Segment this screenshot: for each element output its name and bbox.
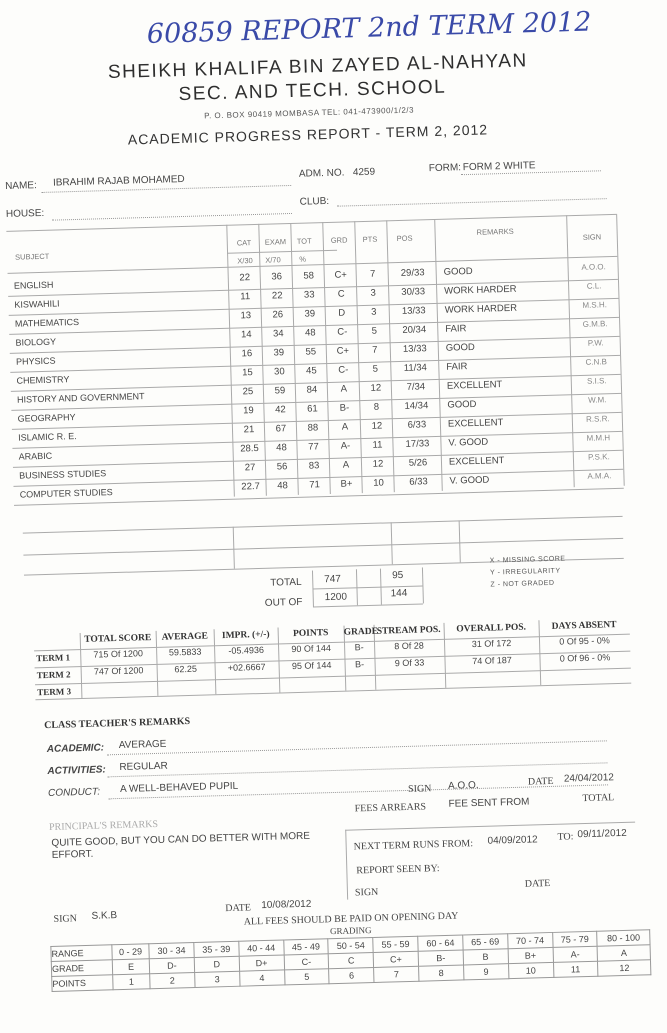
grading-grades-cell: B- bbox=[418, 950, 463, 966]
subject-cat: 21 bbox=[243, 424, 255, 436]
principal-remarks-title: PRINCIPAL'S REMARKS bbox=[48, 818, 159, 833]
subject-grade: C+ bbox=[336, 345, 350, 357]
subject-exam: 48 bbox=[277, 480, 289, 492]
subject-grade: C+ bbox=[334, 269, 348, 281]
grading-grades-cell: A- bbox=[553, 946, 598, 962]
subject-remark: GOOD bbox=[447, 398, 477, 411]
grading-points-cell: 1 bbox=[113, 974, 150, 990]
subject-name: MATHEMATICS bbox=[14, 316, 80, 329]
summary-header-6: OVERALL POS. bbox=[456, 622, 527, 635]
header-grade: GRD bbox=[330, 235, 348, 245]
house-label: HOUSE: bbox=[5, 207, 45, 220]
summary-header-0: TOTAL SCORE bbox=[84, 633, 152, 645]
subject-exam: 42 bbox=[275, 404, 286, 416]
subject-pos: 13/33 bbox=[402, 343, 427, 355]
summary-total: 747 Of 1200 bbox=[93, 665, 144, 677]
subject-sign: P.S.K. bbox=[587, 452, 610, 462]
grading-ranges-cell: 35 - 39 bbox=[194, 941, 239, 957]
handwritten-title: 60859 REPORT 2nd TERM 2012 bbox=[146, 6, 592, 50]
subject-exam: 34 bbox=[272, 328, 284, 340]
grading-points-cell: 10 bbox=[508, 962, 553, 978]
subject-pos: 29/33 bbox=[400, 267, 425, 279]
subject-sign: A.M.A. bbox=[587, 471, 612, 481]
next-term-to: 09/11/2012 bbox=[577, 827, 627, 841]
header-exam: EXAM bbox=[264, 237, 287, 247]
subject-pos: 14/34 bbox=[404, 400, 429, 412]
subject-cat: 28.5 bbox=[240, 442, 259, 455]
summary-absent: 0 Of 95 - 0% bbox=[559, 635, 610, 647]
subject-sign: C.L. bbox=[586, 281, 602, 291]
summary-header-4: GRADE bbox=[343, 626, 379, 638]
subject-grade: B- bbox=[339, 402, 350, 414]
subject-remark: GOOD bbox=[445, 341, 475, 354]
grading-points-cell: 7 bbox=[374, 966, 419, 982]
subject-exam: 26 bbox=[272, 309, 284, 321]
subject-remark: V. GOOD bbox=[448, 436, 489, 449]
subject-pts: 12 bbox=[370, 382, 382, 394]
subject-cat: 22.7 bbox=[241, 480, 260, 493]
subject-name: BUSINESS STUDIES bbox=[19, 468, 107, 481]
student-name: IBRAHIM RAJAB MOHAMED bbox=[52, 173, 185, 189]
subject-tot: 83 bbox=[308, 460, 320, 472]
grading-points-cell: 11 bbox=[553, 961, 598, 977]
subject-pos: 11/34 bbox=[403, 362, 428, 374]
subject-sign: A.O.O. bbox=[581, 262, 606, 272]
summary-table bbox=[33, 604, 631, 701]
subject-sign: G.M.B. bbox=[582, 319, 608, 329]
sign-label: SIGN bbox=[407, 783, 432, 795]
subject-pos: 13/33 bbox=[401, 305, 426, 317]
summary-term-label: TERM 1 bbox=[36, 652, 71, 664]
sign3-value: S.K.B bbox=[91, 910, 118, 922]
activities-label: ACTIVITIES: bbox=[47, 764, 106, 777]
subject-pos: 5/26 bbox=[408, 457, 428, 469]
subject-sign: P.W. bbox=[587, 338, 604, 348]
subject-cat: 27 bbox=[244, 462, 256, 474]
summary-overall: 31 Of 172 bbox=[471, 637, 512, 650]
subject-cat: 15 bbox=[241, 367, 253, 379]
grading-ranges-cell: 60 - 64 bbox=[418, 935, 463, 951]
grading-grades-cell: C+ bbox=[373, 951, 418, 967]
grading-ranges-cell: 45 - 49 bbox=[283, 939, 328, 955]
grading-points-cell: 2 bbox=[150, 972, 195, 988]
subject-cat: 16 bbox=[241, 348, 253, 360]
subject-remark: EXCELLENT bbox=[447, 417, 504, 430]
grading-grades-cell: B+ bbox=[508, 947, 553, 963]
header-tot: TOT bbox=[296, 236, 312, 246]
subject-cat: 25 bbox=[242, 386, 254, 398]
grade-label: GRADE bbox=[51, 960, 112, 977]
points-label: POINTS bbox=[52, 975, 113, 992]
grading-grades-cell: D+ bbox=[239, 955, 284, 971]
subject-tot: 48 bbox=[304, 327, 316, 339]
summary-grade: B- bbox=[354, 659, 365, 670]
subject-name: COMPUTER STUDIES bbox=[19, 487, 113, 500]
subject-tot: 33 bbox=[303, 289, 315, 301]
subject-pts: 5 bbox=[371, 325, 378, 337]
next-term-to-label: TO: bbox=[557, 831, 574, 843]
subject-pts: 8 bbox=[373, 401, 380, 413]
grading-title: GRADING bbox=[329, 925, 372, 937]
range-label: RANGE bbox=[51, 945, 112, 962]
subject-remark: GOOD bbox=[443, 265, 473, 278]
subject-cat: 22 bbox=[239, 272, 251, 284]
fees-notice: ALL FEES SHOULD BE PAID ON OPENING DAY bbox=[243, 910, 459, 928]
subject-exam: 39 bbox=[273, 347, 285, 359]
outof-label: OUT OF bbox=[264, 596, 303, 609]
subject-grade: A bbox=[342, 459, 350, 471]
fees-arrears-label: FEES ARREARS bbox=[354, 801, 427, 815]
conduct-label: CONDUCT: bbox=[47, 786, 101, 799]
subject-cat: 11 bbox=[240, 291, 251, 303]
adm-number: 4259 bbox=[352, 166, 376, 179]
summary-absent: 0 Of 96 - 0% bbox=[559, 652, 611, 664]
header-pts: PTS bbox=[362, 234, 378, 244]
grading-ranges-cell: 80 - 100 bbox=[597, 930, 650, 946]
subject-name: ISLAMIC R. E. bbox=[17, 431, 77, 443]
subject-name: KISWAHILI bbox=[14, 298, 60, 310]
subject-pos: 7/34 bbox=[406, 381, 426, 393]
school-name-line1: SHEIKH KHALIFA BIN ZAYED AL-NAHYAN bbox=[107, 50, 528, 84]
subject-pos: 30/33 bbox=[401, 286, 426, 298]
subject-name: GEOGRAPHY bbox=[17, 412, 76, 424]
fees-arrears-value: FEE SENT FROM bbox=[448, 796, 530, 810]
subject-exam: 48 bbox=[276, 442, 287, 454]
summary-term-label: TERM 2 bbox=[36, 669, 71, 681]
subject-remark: EXCELLENT bbox=[448, 455, 505, 468]
subject-name: CHEMISTRY bbox=[16, 374, 70, 386]
activities-value: REGULAR bbox=[119, 760, 168, 773]
academic-value: AVERAGE bbox=[118, 738, 167, 751]
summary-header-1: AVERAGE bbox=[161, 631, 209, 643]
subject-tot: 58 bbox=[303, 270, 315, 282]
summary-impr: -05.4936 bbox=[228, 644, 265, 656]
subject-tot: 39 bbox=[304, 308, 316, 320]
subject-sign: M.M.H bbox=[586, 433, 611, 443]
summary-overall: 74 Of 187 bbox=[472, 654, 512, 667]
subject-tot: 77 bbox=[308, 441, 319, 453]
next-term-label: NEXT TERM RUNS FROM: bbox=[353, 838, 474, 853]
grading-ranges-cell: 55 - 59 bbox=[373, 936, 418, 952]
subject-name: ENGLISH bbox=[13, 279, 54, 291]
date-value: 24/04/2012 bbox=[563, 772, 615, 785]
subject-tot: 55 bbox=[305, 346, 317, 358]
sign3-label: SIGN bbox=[53, 913, 78, 925]
subject-exam: 67 bbox=[275, 423, 287, 435]
form-value: FORM 2 WHITE bbox=[462, 160, 536, 174]
subject-tot: 84 bbox=[306, 384, 318, 396]
grading-points-cell: 9 bbox=[463, 964, 508, 980]
header-cat: CAT bbox=[236, 238, 252, 248]
subject-pos: 6/33 bbox=[409, 476, 428, 488]
sign-value: A.O.O. bbox=[447, 779, 479, 792]
grading-table bbox=[50, 929, 651, 992]
subject-remark: FAIR bbox=[446, 361, 468, 373]
next-term-from: 04/09/2012 bbox=[487, 834, 538, 847]
header-exam-out: X/70 bbox=[265, 255, 281, 265]
subject-pos: 17/33 bbox=[405, 438, 430, 450]
conduct-value: A WELL-BEHAVED PUPIL bbox=[119, 780, 239, 795]
grading-grades-cell: C bbox=[329, 952, 374, 968]
club-label: CLUB: bbox=[299, 195, 330, 208]
grading-ranges-cell: 70 - 74 bbox=[507, 932, 552, 948]
summary-stream: 8 Of 28 bbox=[394, 640, 425, 652]
subject-pts: 3 bbox=[370, 287, 377, 299]
subject-cat: 14 bbox=[240, 329, 252, 341]
subject-pts: 12 bbox=[371, 420, 383, 432]
subject-cat: 19 bbox=[243, 405, 254, 417]
summary-total: 715 Of 1200 bbox=[93, 648, 144, 660]
date3-value: 10/08/2012 bbox=[261, 898, 312, 912]
subject-remark: EXCELLENT bbox=[446, 379, 503, 392]
grading-ranges-cell: 75 - 79 bbox=[552, 931, 597, 947]
subject-name: BIOLOGY bbox=[15, 336, 57, 348]
summary-header-3: POINTS bbox=[292, 628, 329, 640]
subject-sign: R.S.R. bbox=[585, 414, 610, 424]
grading-grades-cell: D- bbox=[149, 957, 194, 973]
total-points: 95 bbox=[391, 569, 404, 582]
subject-cat: 13 bbox=[240, 310, 252, 322]
subject-remark: WORK HARDER bbox=[444, 302, 518, 316]
subject-pts: 5 bbox=[372, 363, 379, 375]
grading-ranges-cell: 40 - 44 bbox=[239, 940, 284, 956]
adm-label: ADM. NO. bbox=[298, 167, 345, 180]
grading-points-cell: 12 bbox=[598, 960, 651, 976]
subject-pts: 12 bbox=[372, 458, 384, 470]
subject-sign: S.I.S. bbox=[586, 376, 607, 386]
grading-points-cell: 5 bbox=[284, 969, 329, 985]
fees-total: TOTAL bbox=[582, 792, 615, 805]
principal-remark: QUITE GOOD, BUT YOU CAN DO BETTER WITH MORE EFFORT. bbox=[51, 830, 311, 861]
grading-grades-cell: A bbox=[597, 945, 650, 961]
grading-points-cell: 4 bbox=[239, 970, 284, 986]
subject-sign: M.S.H. bbox=[582, 300, 607, 310]
outof-points: 144 bbox=[390, 587, 408, 600]
summary-impr: +02.6667 bbox=[227, 661, 266, 673]
subject-exam: 56 bbox=[276, 461, 288, 473]
summary-points: 95 Of 144 bbox=[291, 660, 332, 672]
subject-remark: WORK HARDER bbox=[444, 283, 517, 297]
academic-label: ACADEMIC: bbox=[46, 742, 105, 756]
legend-x: X - MISSING SCORE bbox=[489, 555, 566, 565]
subject-sign: C.N.B bbox=[585, 357, 608, 367]
subject-grade: A- bbox=[340, 440, 351, 452]
subject-exam: 22 bbox=[271, 290, 283, 302]
subject-remark: FAIR bbox=[445, 323, 467, 335]
subject-grade: C- bbox=[337, 326, 348, 338]
subject-grade: C bbox=[337, 288, 345, 300]
legend-y: Y - IRREGULARITY bbox=[490, 567, 561, 577]
header-subject: SUBJECT bbox=[14, 251, 50, 262]
summary-header-7: DAYS ABSENT bbox=[551, 620, 617, 632]
subject-grade: D bbox=[338, 307, 346, 319]
summary-points: 90 Of 144 bbox=[291, 643, 332, 655]
subject-pts: 11 bbox=[372, 439, 383, 451]
subject-grade: C- bbox=[338, 364, 349, 376]
header-cat-out: X/30 bbox=[237, 256, 253, 266]
grading-ranges-cell: 30 - 34 bbox=[149, 942, 194, 958]
school-address: P. O. BOX 90419 MOMBASA TEL: 041-473900/1/2/3 bbox=[204, 105, 415, 121]
subject-pos: 6/33 bbox=[407, 419, 427, 431]
subject-tot: 61 bbox=[307, 403, 318, 415]
summary-term-label: TERM 3 bbox=[37, 686, 72, 698]
name-label: NAME: bbox=[4, 180, 37, 192]
subject-grade: A bbox=[341, 421, 349, 433]
subject-exam: 30 bbox=[273, 366, 285, 378]
subject-grade: A bbox=[340, 383, 348, 395]
subject-pos: 20/34 bbox=[402, 324, 427, 336]
legend-z: Z - NOT GRADED bbox=[490, 579, 555, 589]
grading-grades-cell: B bbox=[463, 949, 508, 965]
subject-name: ARABIC bbox=[18, 450, 53, 462]
date3-label: DATE bbox=[225, 902, 252, 915]
header-tot-out: % bbox=[299, 254, 307, 264]
subject-pts: 7 bbox=[372, 344, 378, 356]
grading-ranges-cell: 0 - 29 bbox=[112, 944, 149, 960]
subject-remark: V. GOOD bbox=[449, 474, 490, 487]
subject-tot: 88 bbox=[307, 422, 319, 434]
summary-header-2: IMPR. (+/-) bbox=[221, 629, 270, 642]
subject-exam: 59 bbox=[274, 385, 286, 397]
form-label: FORM: bbox=[428, 162, 462, 175]
header-pos: POS bbox=[396, 233, 413, 244]
grading-ranges-cell: 65 - 69 bbox=[463, 934, 508, 950]
subject-table bbox=[6, 214, 624, 521]
report-title: ACADEMIC PROGRESS REPORT - TERM 2, 2012 bbox=[127, 121, 489, 148]
grading-grades-cell: D bbox=[194, 956, 239, 972]
header-remarks: REMARKS bbox=[476, 226, 514, 237]
grading-points-cell: 8 bbox=[419, 965, 464, 981]
school-name-line2: SEC. AND TECH. SCHOOL bbox=[178, 76, 447, 106]
subject-exam: 36 bbox=[271, 271, 283, 283]
subject-name: HISTORY AND GOVERNMENT bbox=[16, 391, 145, 405]
total-marks: 747 bbox=[324, 573, 342, 586]
summary-stream: 9 Of 33 bbox=[394, 657, 425, 669]
grading-points-cell: 3 bbox=[195, 971, 240, 987]
summary-avg: 62.25 bbox=[174, 663, 198, 675]
subject-tot: 45 bbox=[305, 365, 317, 377]
grading-grades-cell: E bbox=[112, 959, 149, 975]
subject-pts: 7 bbox=[369, 268, 376, 280]
date-label: DATE bbox=[527, 775, 554, 788]
subject-name: PHYSICS bbox=[15, 355, 56, 367]
subject-pts: 10 bbox=[373, 477, 384, 489]
report-seen-label: REPORT SEEN BY: bbox=[356, 863, 440, 877]
date2-label: DATE bbox=[524, 877, 551, 890]
subject-pts: 3 bbox=[370, 306, 377, 318]
subject-grade: B+ bbox=[340, 478, 353, 490]
summary-avg: 59.5833 bbox=[168, 646, 202, 658]
total-label: TOTAL bbox=[270, 576, 302, 589]
header-sign: SIGN bbox=[582, 232, 602, 242]
summary-grade: B- bbox=[354, 642, 364, 653]
class-teacher-remarks-title: CLASS TEACHER'S REMARKS bbox=[44, 715, 191, 732]
grading-ranges-cell: 50 - 54 bbox=[328, 937, 373, 953]
outof-marks: 1200 bbox=[324, 591, 348, 604]
grading-points-cell: 6 bbox=[329, 967, 374, 983]
sign2-label: SIGN bbox=[354, 886, 379, 899]
grading-grades-cell: C- bbox=[284, 954, 329, 970]
subject-tot: 71 bbox=[309, 479, 321, 491]
subject-sign: W.M. bbox=[588, 395, 607, 405]
summary-header-5: STREAM POS. bbox=[376, 624, 441, 637]
